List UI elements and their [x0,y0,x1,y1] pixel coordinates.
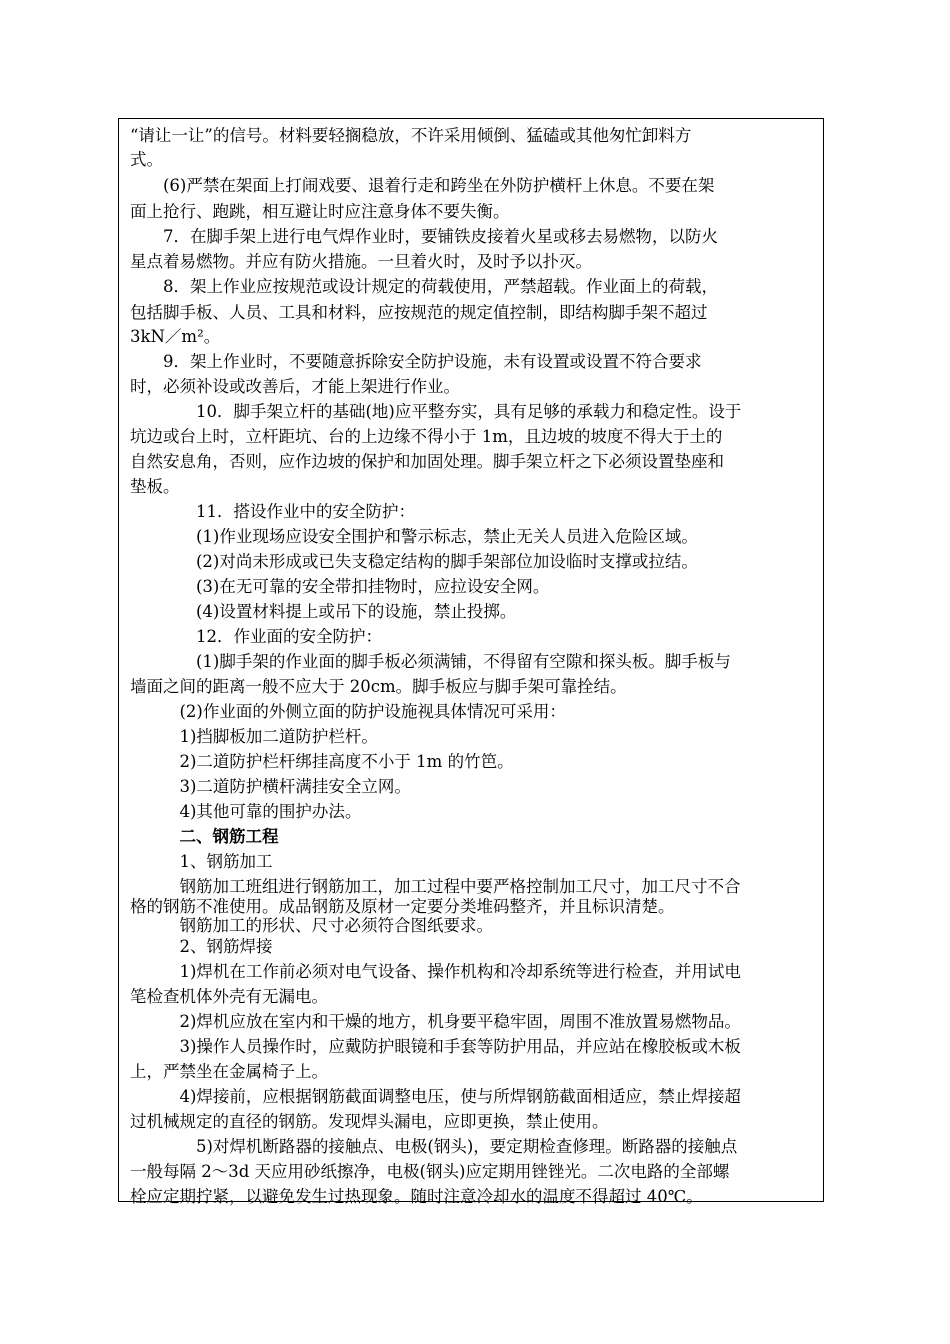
text-line: 4)其他可靠的围护办法。 [179,802,362,821]
text-line: 一般每隔 2～3d 天应用砂纸擦净，电极(钢头)应定期用锉锉光。二次电路的全部螺 [130,1162,730,1181]
text-line: (6)严禁在架面上打闹戏要、退着行走和跨坐在外防护横杆上休息。不要在架 [163,176,715,195]
text-line: (2)对尚未形成或已失支稳定结构的脚手架部位加设临时支撑或拉结。 [196,552,698,571]
text-line: 钢筋加工的形状、尺寸必须符合图纸要求。 [179,916,493,935]
text-line: 式。 [130,150,163,169]
text-line: 10．脚手架立杆的基础(地)应平整夯实，具有足够的承载力和稳定性。设于 [196,402,742,421]
text-line: (3)在无可靠的安全带扣挂物时，应拉设安全网。 [196,577,550,596]
text-line: 3)二道防护横杆满挂安全立网。 [179,777,411,796]
text-line: 3kN／m²。 [130,327,221,346]
text-line: 包括脚手板、人员、工具和材料，应按规范的规定值控制，即结构脚手架不超过 [130,303,708,322]
text-line: 格的钢筋不准使用。成品钢筋及原材一定要分类堆码整齐，并且标识清楚。 [130,897,675,916]
text-line: 栓应定期拧紧，以避免发生过热现象。随时注意冷却水的温度不得超过 40℃。 [130,1187,703,1206]
text-line: 1)挡脚板加二道防护栏杆。 [179,727,378,746]
text-line: 坑边或台上时，立杆距坑、台的上边缘不得小于 1m，且边坡的坡度不得大于土的 [130,427,723,446]
text-line: 4)焊接前，应根据钢筋截面调整电压，使与所焊钢筋截面相适应，禁止焊接超 [179,1087,741,1106]
text-line: 3)操作人员操作时，应戴防护眼镜和手套等防护用品，并应站在橡胶板或木板 [179,1037,741,1056]
text-line: 2)焊机应放在室内和干燥的地方，机身要平稳牢固，周围不准放置易燃物品。 [179,1012,741,1031]
text-line: 时，必须补设或改善后，才能上架进行作业。 [130,377,460,396]
text-line: 上，严禁坐在金属椅子上。 [130,1062,328,1081]
text-line: (2)作业面的外侧立面的防护设施视具体情况可采用： [179,702,566,721]
text-line: 1)焊机在工作前必须对电气设备、操作机构和冷却系统等进行检查，并用试电 [179,962,741,981]
text-line: 笔检查机体外壳有无漏电。 [130,987,328,1006]
section-heading: 二、钢筋工程 [179,827,279,846]
text-line: 1、钢筋加工 [179,852,273,871]
text-line: 5)对焊机断路器的接触点、电极(钢头)，要定期检查修理。断路器的接触点 [196,1137,738,1156]
text-line: 8．架上作业应按规范或设计规定的荷载使用，严禁超载。作业面上的荷载， [163,277,718,296]
text-line: 星点着易燃物。并应有防火措施。一旦着火时，及时予以扑灭。 [130,252,592,271]
text-line: (4)设置材料提上或吊下的设施，禁止投掷。 [196,602,517,621]
text-line: 墙面之间的距离一般不应大于 20cm。脚手板应与脚手架可靠拴结。 [130,677,627,696]
text-line: 2、钢筋焊接 [179,937,273,956]
text-line: “请让一让”的信号。材料要轻搁稳放，不许采用倾倒、猛磕或其他匆忙卸料方 [130,126,692,145]
text-line: 垫板。 [130,477,180,496]
text-line: 钢筋加工班组进行钢筋加工，加工过程中要严格控制加工尺寸，加工尺寸不合 [179,877,741,896]
text-line: 过机械规定的直径的钢筋。发现焊头漏电，应即更换，禁止使用。 [130,1112,609,1131]
text-line: (1)作业现场应设安全围护和警示标志，禁止无关人员进入危险区域。 [196,527,698,546]
text-line: 面上抢行、跑跳，相互避让时应注意身体不要失衡。 [130,202,510,221]
text-line: 7．在脚手架上进行电气焊作业时，要铺铁皮接着火星或移去易燃物，以防火 [163,227,718,246]
text-line: 12．作业面的安全防护： [196,627,382,646]
text-line: (1)脚手架的作业面的脚手板必须满铺，不得留有空隙和探头板。脚手板与 [196,652,731,671]
text-line: 自然安息角，否则，应作边坡的保护和加固处理。脚手架立杆之下必须设置垫座和 [130,452,724,471]
text-line: 2)二道防护栏杆绑挂高度不小于 1m 的竹笆。 [179,752,514,771]
text-line: 11．搭设作业中的安全防护： [196,502,415,521]
document-frame [118,118,824,1206]
text-line: 9．架上作业时，不要随意拆除安全防护设施，未有设置或设置不符合要求 [163,352,702,371]
